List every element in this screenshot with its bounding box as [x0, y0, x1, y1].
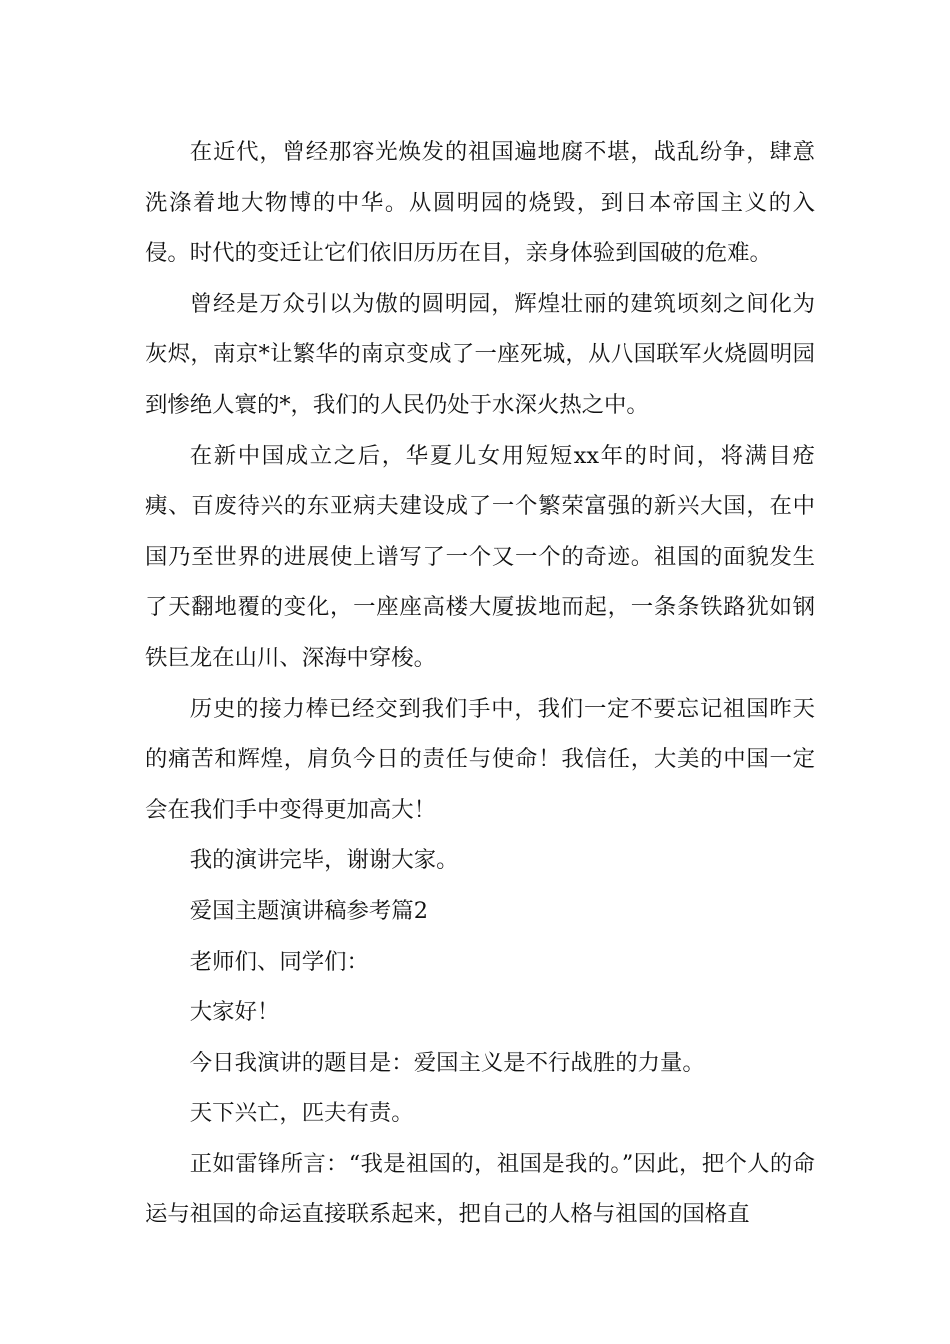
paragraph-modern-history: 在近代，曾经那容光焕发的祖国遍地腐不堪，战乱纷争，肆意洗涤着地大物博的中华。从圆明园的烧毁，到日本帝国主义的入侵。时代的变迁让它们依旧历历在目，亲身体验到国破的危难。	[145, 139, 815, 267]
document-body	[145, 127, 815, 1240]
paragraph-proverb: 天下兴亡，匹夫有责。	[189, 1100, 414, 1127]
paragraph-salutation: 老师们、同学们：	[189, 948, 369, 975]
paragraph-relay-baton: 历史的接力棒已经交到我们手中，我们一定不要忘记祖国昨天的痛苦和辉煌，肩负今日的责任与使命！我信任，大美的中国一定会在我们手中变得更加高大！	[145, 695, 815, 823]
paragraph-lei-feng: 正如雷锋所言：“我是祖国的，祖国是我的。”因此，把个人的命运与祖国的命运直接联系起来，把自己的人格与祖国的国格直	[145, 1150, 815, 1228]
section-heading: 爱国主题演讲稿参考篇2	[189, 897, 428, 924]
paragraph-greeting: 大家好！	[189, 999, 280, 1026]
paragraph-topic: 今日我演讲的题目是：爱国主义是不行战胜的力量。	[189, 1049, 705, 1076]
paragraph-new-china: 在新中国成立之后，华夏儿女用短短xx年的时间，将满目疮痍、百废待兴的东亚病夫建设成了一个繁荣富强的新兴大国，在中国乃至世界的进展使上谱写了一个又一个的奇迹。祖国的面貌发生了天翻地覆的变化，一座座高楼大厦拔地而起，一条条铁路犹如钢铁巨龙在山川、深海中穿梭。	[145, 442, 815, 671]
paragraph-speech-end: 我的演讲完毕，谢谢大家。	[189, 847, 459, 874]
paragraph-yuanmingyuan: 曾经是万众引以为傲的圆明园，辉煌壮丽的建筑顷刻之间化为灰烬，南京*让繁华的南京变成了一座死城，从八国联军火烧圆明园到惨绝人寰的*，我们的人民仍处于水深火热之中。	[145, 290, 815, 418]
